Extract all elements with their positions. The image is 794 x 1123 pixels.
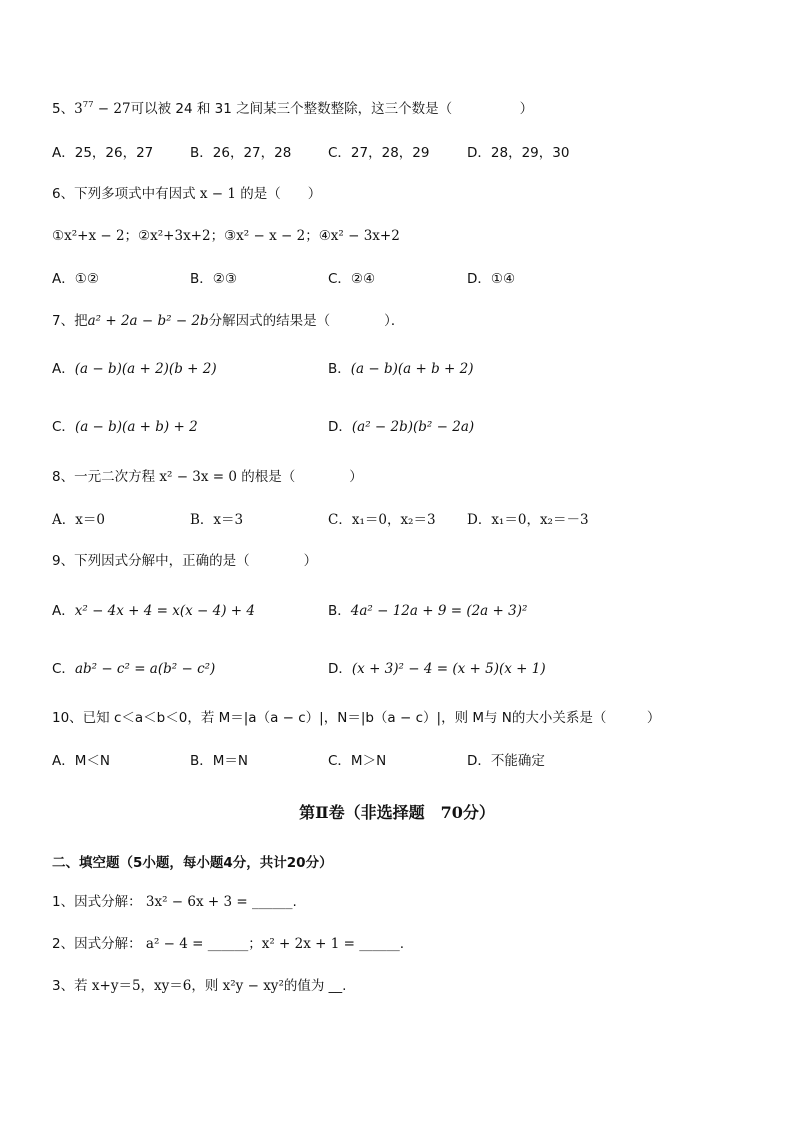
f2-expression-2: x² + 2x + 1 = ______: [261, 936, 400, 952]
fill-question-2: [52, 935, 404, 953]
q7-number: 7、把: [52, 313, 88, 329]
f2-expression-1: a² − 4 = ______: [145, 936, 249, 952]
q6-factor: x − 1: [199, 186, 236, 202]
q8-stem: 8、一元二次方程: [52, 469, 156, 485]
q7-option-c-expr: (a − b)(a + b) + 2: [74, 419, 198, 435]
q7-option-b: B．(a − b)(a + b + 2): [328, 361, 474, 377]
question-10: 10、已知 c＜a＜b＜0，若 M＝|a（a − c）|，N＝|b（a − c）|，则 M与 N的大小关系是（ ）: [52, 710, 661, 726]
fill-question-3: [52, 977, 346, 995]
section-2-heading: 第Ⅱ卷（非选择题 70分）: [299, 803, 495, 822]
q5-number: 5、: [52, 101, 75, 117]
q5-text: 可以被 24 和 31 之间某三个整数整除，这三个数是（ ）: [130, 101, 534, 117]
q8-option-d: D．x₁＝0，x₂＝－3: [467, 512, 589, 528]
q8-equation: x² − 3x = 0: [159, 469, 237, 485]
f3-condition: x+y＝5，xy＝6，则 x²y − xy²的值为: [91, 978, 325, 994]
f1-period: .: [292, 894, 297, 910]
q9-option-b-expr: 4a² − 12a + 9 = (2a + 3)²: [350, 603, 528, 619]
q6-stem-end: 的是（ ）: [240, 186, 322, 202]
f3-prefix: 3、若: [52, 978, 88, 994]
question-5: [52, 100, 533, 118]
q8-suffix: 的根是（ ）: [241, 469, 363, 485]
question-7: [52, 312, 404, 330]
f2-prefix: 2、因式分解：: [52, 936, 142, 952]
q5-option-c: C．27，28，29: [328, 145, 430, 161]
q6-stem: 6、下列多项式中有因式: [52, 186, 196, 202]
q7-option-a: A．(a − b)(a + 2)(b + 2): [52, 361, 217, 377]
q6-option-c: C．②④: [328, 271, 376, 287]
q5-expression: $3^{77} - 27$: [74, 100, 131, 117]
q9-option-c-expr: ab² − c² = a(b² − c²): [74, 661, 216, 677]
q6-option-a: A．①②: [52, 271, 99, 287]
q10-option-b: B．M＝N: [190, 753, 249, 769]
q5-option-d: D．28，29，30: [467, 145, 570, 161]
q7-expression: a² + 2a − b² − 2b: [87, 313, 209, 329]
q8-option-b: B．x＝3: [190, 512, 244, 528]
q9-option-a: A．x² − 4x + 4 = x(x − 4) + 4: [52, 603, 255, 619]
question-6: [52, 185, 321, 203]
f2-separator: ；: [248, 936, 262, 952]
f1-prefix: 1、因式分解：: [52, 894, 142, 910]
q10-option-c: C．M＞N: [328, 753, 387, 769]
q7-option-c: C．(a − b)(a + b) + 2: [52, 419, 198, 435]
q7-option-d-expr: (a² − 2b)(b² − 2a): [351, 419, 475, 435]
q5-option-a: A．25，26，27: [52, 145, 154, 161]
q8-option-c: C．x₁＝0，x₂＝3: [328, 512, 436, 528]
q5-option-b: B．26，27，28: [190, 145, 292, 161]
question-8: [52, 468, 363, 486]
q9-option-d-expr: (x + 3)² − 4 = (x + 5)(x + 1): [351, 661, 546, 677]
q9-option-b: B．4a² − 12a + 9 = (2a + 3)²: [328, 603, 528, 619]
question-9: 9、下列因式分解中，正确的是（ ）: [52, 553, 318, 569]
f2-period: .: [399, 936, 405, 952]
q6-items: ①x²+x − 2；②x²+3x+2；③x² − x − 2；④x² − 3x+2: [52, 228, 400, 244]
q7-suffix: 分解因式的结果是（ ）．: [208, 313, 405, 329]
q6-option-b: B．②③: [190, 271, 237, 287]
q6-option-d: D．①④: [467, 271, 516, 287]
q9-option-a-expr: x² − 4x + 4 = x(x − 4) + 4: [74, 603, 255, 619]
q9-option-c: C．ab² − c² = a(b² − c²): [52, 661, 216, 677]
q10-option-a: A．M＜N: [52, 753, 110, 769]
fill-in-section-header: 二、填空题（5小题，每小题4分，共计20分）: [52, 855, 333, 871]
q9-option-d: D．(x + 3)² − 4 = (x + 5)(x + 1): [328, 661, 546, 677]
q8-option-a: A．x＝0: [52, 512, 105, 528]
f3-period: .: [342, 978, 347, 994]
fill-question-1: [52, 893, 297, 911]
q7-option-a-expr: (a − b)(a + 2)(b + 2): [74, 361, 217, 377]
f3-blank: __: [328, 978, 343, 994]
q7-option-b-expr: (a − b)(a + b + 2): [350, 361, 474, 377]
q10-option-d: D．不能确定: [467, 753, 545, 769]
f1-expression: 3x² − 6x + 3 = ______: [145, 894, 293, 910]
q7-option-d: D．(a² − 2b)(b² − 2a): [328, 419, 475, 435]
